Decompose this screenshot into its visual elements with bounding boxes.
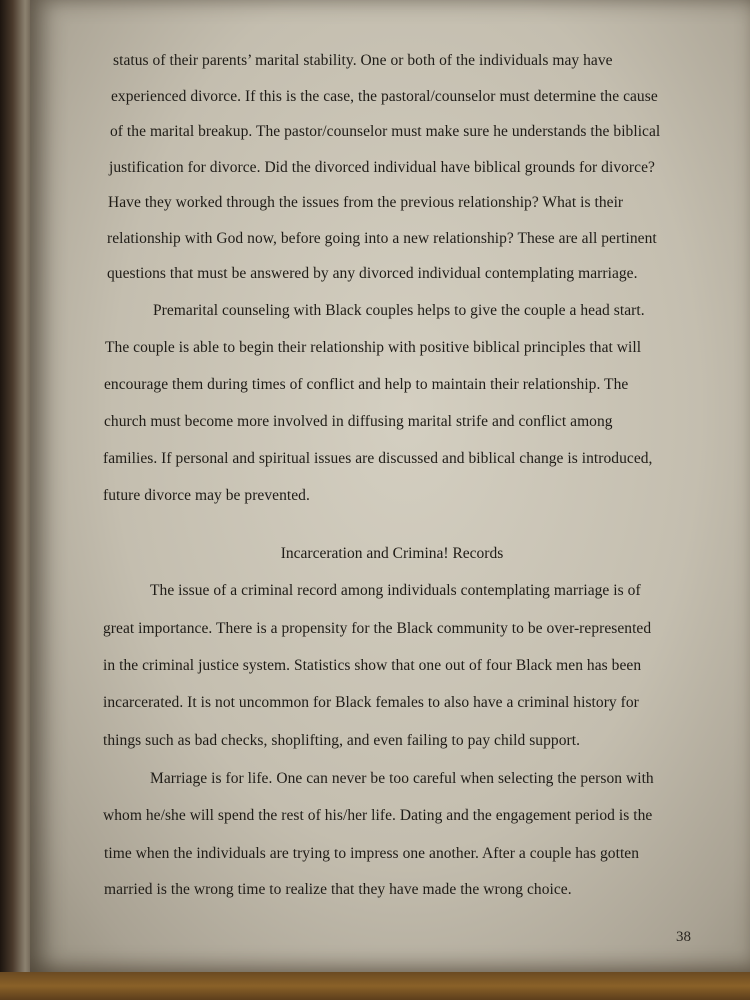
text-line: great importance. There is a propensity for the Black community to be over-represented [103, 620, 652, 637]
text-line: future divorce may be prevented. [103, 487, 310, 504]
text-line: incarcerated. It is not uncommon for Black females to also have a criminal history for [103, 694, 639, 711]
text-line: things such as bad checks, shoplifting, and even failing to pay child support. [103, 732, 580, 749]
text-line: Have they worked through the issues from the previous relationship? What is their [108, 194, 624, 211]
text-line: married is the wrong time to realize that they have made the wrong choice. [104, 881, 572, 898]
text-line: The issue of a criminal record among individuals contemplating marriage is of [150, 582, 641, 599]
text-line: of the marital breakup. The pastor/counselor must make sure he understands the biblical [110, 123, 661, 140]
page-number: 38 [676, 929, 691, 945]
table-surface [0, 972, 750, 1000]
text-line: time when the individuals are trying to impress one another. After a couple has gotten [104, 845, 640, 862]
text-line: encourage them during times of conflict and help to maintain their relationship. The [104, 376, 629, 393]
section-heading: Incarceration and Crimina! Records [280, 545, 504, 562]
text-line: in the criminal justice system. Statistics show that one out of four Black men has been [103, 657, 642, 674]
text-line: status of their parents’ marital stability. One or both of the individuals may have [113, 52, 613, 69]
text-line: relationship with God now, before going into a new relationship? These are all pertinent [107, 230, 657, 247]
document-page [30, 0, 750, 975]
text-line: church must become more involved in diffusing marital strife and conflict among [104, 413, 613, 430]
text-line: experienced divorce. If this is the case, the pastoral/counselor must determine the cause [111, 88, 658, 105]
text-line: The couple is able to begin their relationship with positive biblical principles that will [105, 339, 642, 356]
text-line: families. If personal and spiritual issues are discussed and biblical change is introduced, [103, 450, 653, 467]
text-line: questions that must be answered by any divorced individual contemplating marriage. [107, 265, 638, 282]
text-line: Premarital counseling with Black couples helps to give the couple a head start. [153, 302, 645, 319]
text-line: justification for divorce. Did the divorced individual have biblical grounds for divorce? [109, 159, 655, 176]
text-line: whom he/she will spend the rest of his/her life. Dating and the engagement period is the [103, 807, 653, 824]
text-line: Marriage is for life. One can never be too careful when selecting the person with [150, 770, 654, 787]
